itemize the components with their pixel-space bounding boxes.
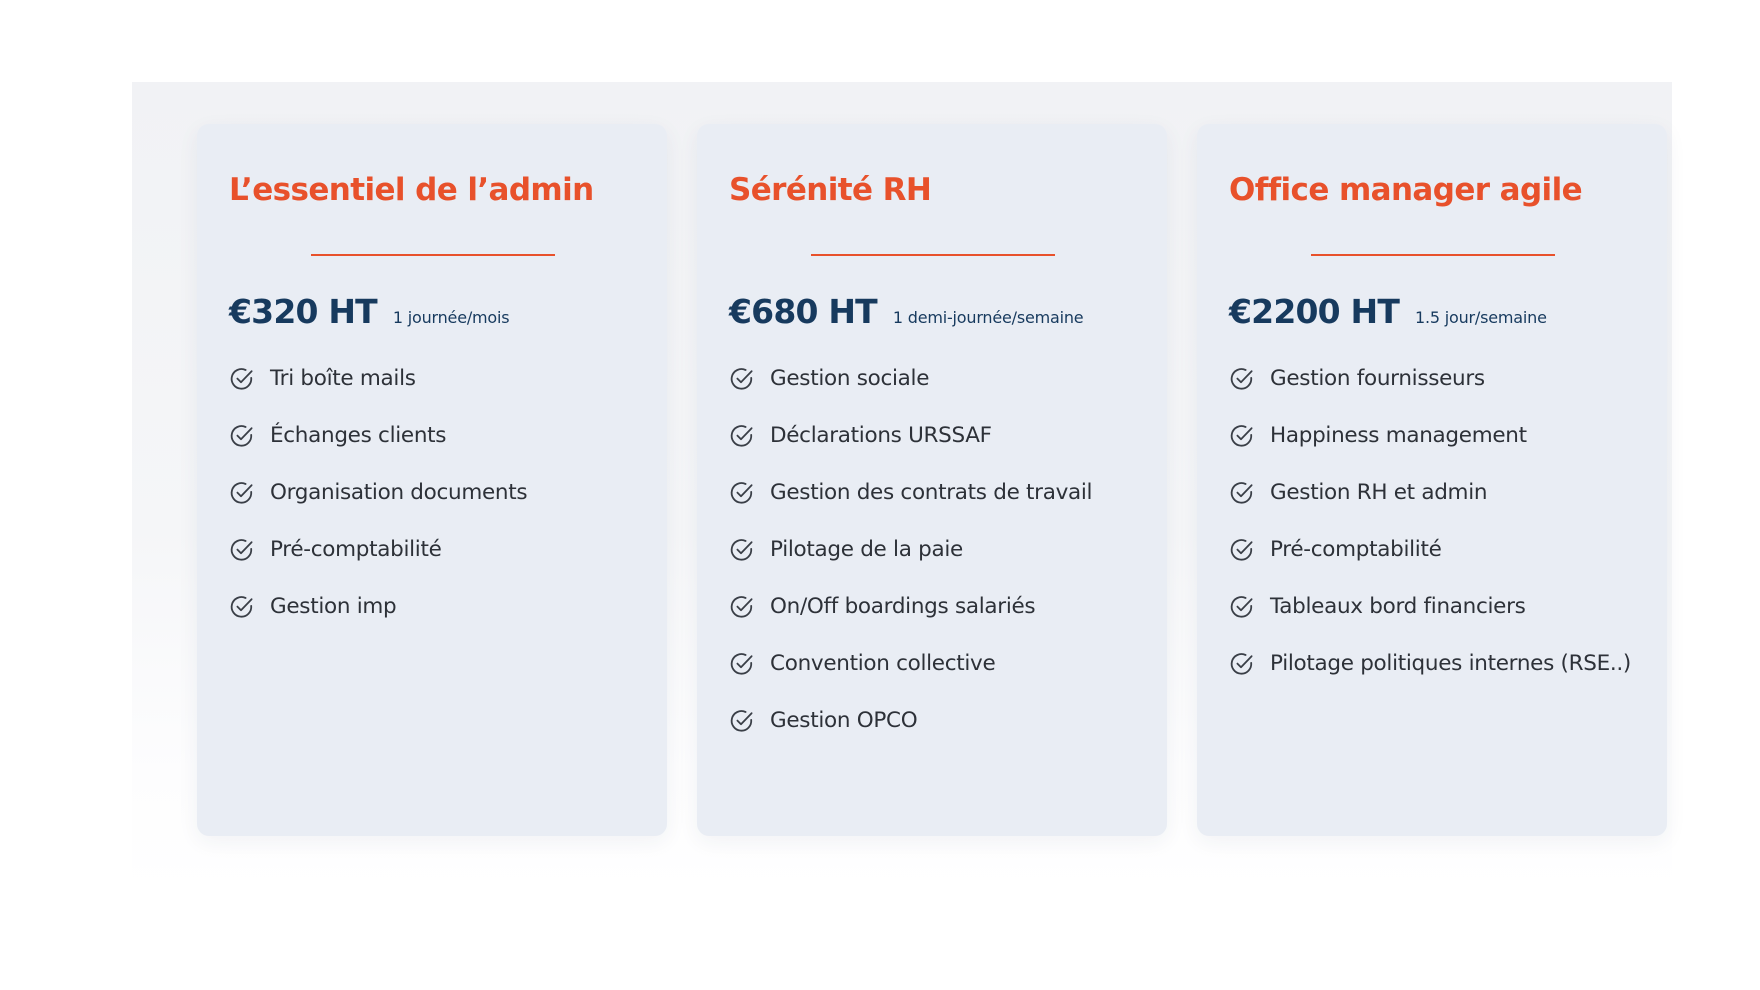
feature-item: [229, 350, 667, 407]
feature-label: Happiness management: [1270, 423, 1527, 448]
pricing-cards: [197, 124, 1667, 836]
title-divider: [811, 254, 1055, 256]
feature-item: [1229, 578, 1667, 635]
feature-label: Gestion OPCO: [770, 708, 918, 733]
feature-item: [729, 350, 1167, 407]
feature-label: Convention collective: [770, 651, 996, 676]
feature-label: Pré-comptabilité: [1270, 537, 1442, 562]
check-circle-icon: [229, 366, 255, 392]
feature-item: [729, 464, 1167, 521]
plan-card-office-manager: [1197, 124, 1667, 836]
price-row: [1229, 292, 1667, 336]
check-circle-icon: [729, 423, 755, 449]
check-circle-icon: [1229, 423, 1255, 449]
feature-item: [1229, 521, 1667, 578]
plan-price: €2200 HT: [1229, 292, 1400, 331]
price-row: [229, 292, 667, 336]
feature-item: [229, 464, 667, 521]
feature-list: [729, 350, 1167, 749]
plan-price: €320 HT: [229, 292, 377, 331]
check-circle-icon: [729, 366, 755, 392]
plan-card-serenite-rh: [697, 124, 1167, 836]
feature-label: Gestion sociale: [770, 366, 930, 391]
feature-label: On/Off boardings salariés: [770, 594, 1036, 619]
feature-label: Échanges clients: [270, 423, 447, 448]
check-circle-icon: [229, 537, 255, 563]
feature-item: [729, 692, 1167, 749]
feature-item: [729, 407, 1167, 464]
title-divider: [1311, 254, 1555, 256]
feature-item: [729, 635, 1167, 692]
plan-frequency: 1.5 jour/semaine: [1415, 308, 1547, 327]
feature-item: [729, 521, 1167, 578]
feature-list: [229, 350, 667, 635]
plan-frequency: 1 journée/mois: [392, 308, 510, 327]
title-divider: [311, 254, 555, 256]
check-circle-icon: [729, 480, 755, 506]
check-circle-icon: [729, 708, 755, 734]
feature-label: Gestion des contrats de travail: [770, 480, 1093, 505]
feature-item: [1229, 635, 1667, 692]
feature-item: [1229, 464, 1667, 521]
feature-label: Organisation documents: [270, 480, 528, 505]
check-circle-icon: [229, 480, 255, 506]
plan-price: €680 HT: [729, 292, 877, 331]
feature-item: [1229, 407, 1667, 464]
check-circle-icon: [729, 651, 755, 677]
feature-item: [729, 578, 1167, 635]
plan-card-essentiel: [197, 124, 667, 836]
check-circle-icon: [1229, 537, 1255, 563]
feature-item: [229, 578, 667, 635]
feature-label: Pré-comptabilité: [270, 537, 442, 562]
check-circle-icon: [1229, 594, 1255, 620]
feature-label: Pilotage de la paie: [770, 537, 963, 562]
feature-list: [1229, 350, 1667, 692]
feature-label: Gestion RH et admin: [1270, 480, 1488, 505]
feature-item: [1229, 350, 1667, 407]
feature-label: Gestion imp: [270, 594, 397, 619]
plan-title: Office manager agile: [1229, 172, 1583, 208]
feature-label: Tableaux bord financiers: [1270, 594, 1526, 619]
check-circle-icon: [729, 537, 755, 563]
feature-label: Tri boîte mails: [270, 366, 416, 391]
price-row: [729, 292, 1167, 336]
feature-item: [229, 407, 667, 464]
feature-label: Déclarations URSSAF: [770, 423, 992, 448]
check-circle-icon: [229, 594, 255, 620]
check-circle-icon: [1229, 651, 1255, 677]
check-circle-icon: [1229, 480, 1255, 506]
check-circle-icon: [1229, 366, 1255, 392]
plan-title: L’essentiel de l’admin: [229, 172, 594, 208]
check-circle-icon: [729, 594, 755, 620]
feature-item: [229, 521, 667, 578]
check-circle-icon: [229, 423, 255, 449]
plan-frequency: 1 demi-journée/semaine: [892, 308, 1084, 327]
feature-label: Pilotage politiques internes (RSE..): [1270, 651, 1632, 676]
feature-label: Gestion fournisseurs: [1270, 366, 1485, 391]
plan-title: Sérénité RH: [729, 172, 932, 208]
